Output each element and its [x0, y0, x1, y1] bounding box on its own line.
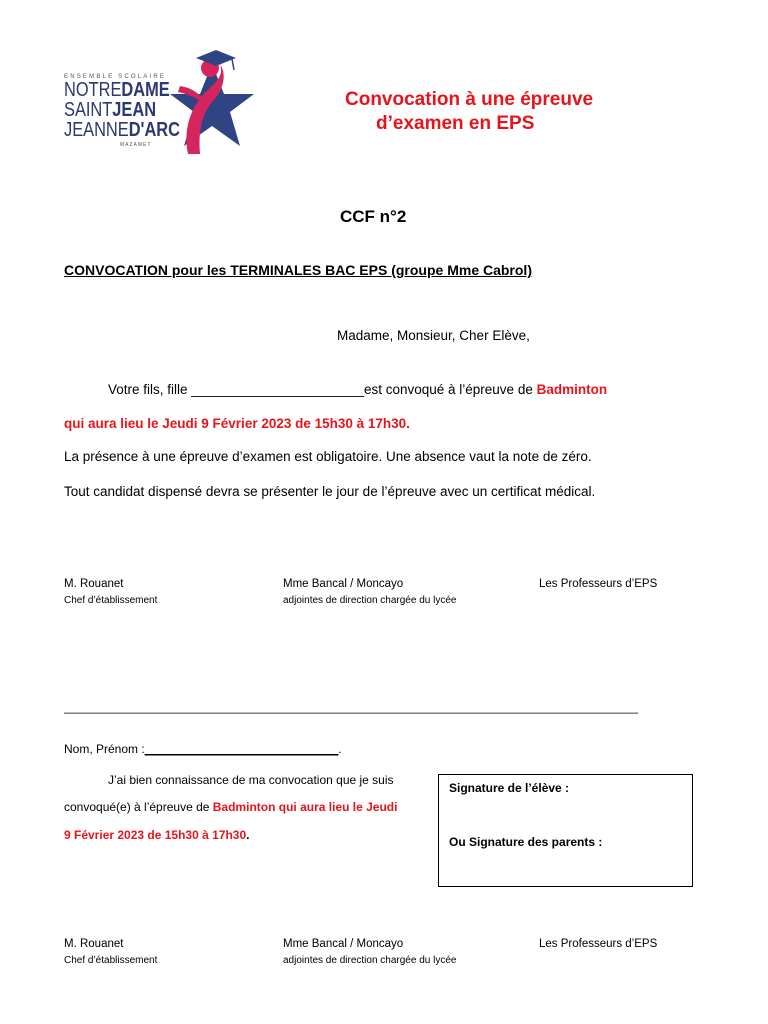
signature-box[interactable] [438, 774, 693, 887]
school-logo [62, 46, 252, 158]
principal-name: M. Rouanet [64, 578, 124, 590]
logo-subtitle: ENSEMBLE SCOLAIRE [64, 74, 167, 80]
name-field[interactable]: Nom, Prénom :_____________________________. [64, 742, 342, 756]
title-line-2: d’examen en EPS [376, 113, 535, 134]
ccf-heading: CCF n°2 [340, 207, 407, 226]
teachers-name-2: Les Professeurs d’EPS [539, 938, 658, 950]
greeting: Madame, Monsieur, Cher Elève, [337, 328, 530, 343]
body-paragraph-1: Votre fils, fille _______________________est convoqué à l’épreuve de Badminton [108, 382, 608, 397]
cut-line: ______________________________________________________________________________________ [64, 700, 638, 714]
convocation-heading: CONVOCATION pour les TERMINALES BAC EPS (groupe Mme Cabrol) [64, 262, 532, 278]
exam-date: qui aura lieu le Jeudi 9 Février 2023 de 15h30 à 17h30. [64, 416, 410, 431]
logo-line-3: JEANNED'ARC [64, 119, 180, 141]
deputies-role: adjointes de direction chargée du lycée [283, 595, 457, 606]
deputies-role-2: adjointes de direction chargée du lycée [283, 955, 457, 966]
teachers-name: Les Professeurs d’EPS [539, 578, 658, 590]
logo-city: MAZAMET [120, 142, 152, 148]
acknowledgement-line-2: convoqué(e) à l’épreuve de Badminton qui aura lieu le Jeudi [64, 800, 398, 814]
logo-line-2: SAINTJEAN [64, 99, 157, 121]
acknowledgement-line-3: 9 Février 2023 de 15h30 à 17h30. [64, 828, 250, 842]
logo-line-1: NOTREDAME [64, 79, 170, 101]
principal-role: Chef d’établissement [64, 595, 158, 606]
sport-name: Badminton [536, 382, 608, 397]
parents-signature-label: Ou Signature des parents : [449, 835, 603, 849]
title-line-1: Convocation à une épreuve [345, 89, 594, 110]
student-signature-label: Signature de l’élève : [449, 781, 570, 795]
deputies-name: Mme Bancal / Moncayo [283, 578, 404, 590]
principal-name-2: M. Rouanet [64, 938, 124, 950]
acknowledgement-line-1: J’ai bien connaissance de ma convocation que je suis [108, 773, 394, 787]
body-paragraph-3: La présence à une épreuve d’examen est obligatoire. Une absence vaut la note de zéro. [64, 449, 592, 464]
deputies-name-2: Mme Bancal / Moncayo [283, 938, 404, 950]
principal-role-2: Chef d’établissement [64, 955, 158, 966]
body-paragraph-4: Tout candidat dispensé devra se présenter le jour de l’épreuve avec un certificat médical. [64, 484, 596, 499]
document-title [345, 88, 665, 136]
